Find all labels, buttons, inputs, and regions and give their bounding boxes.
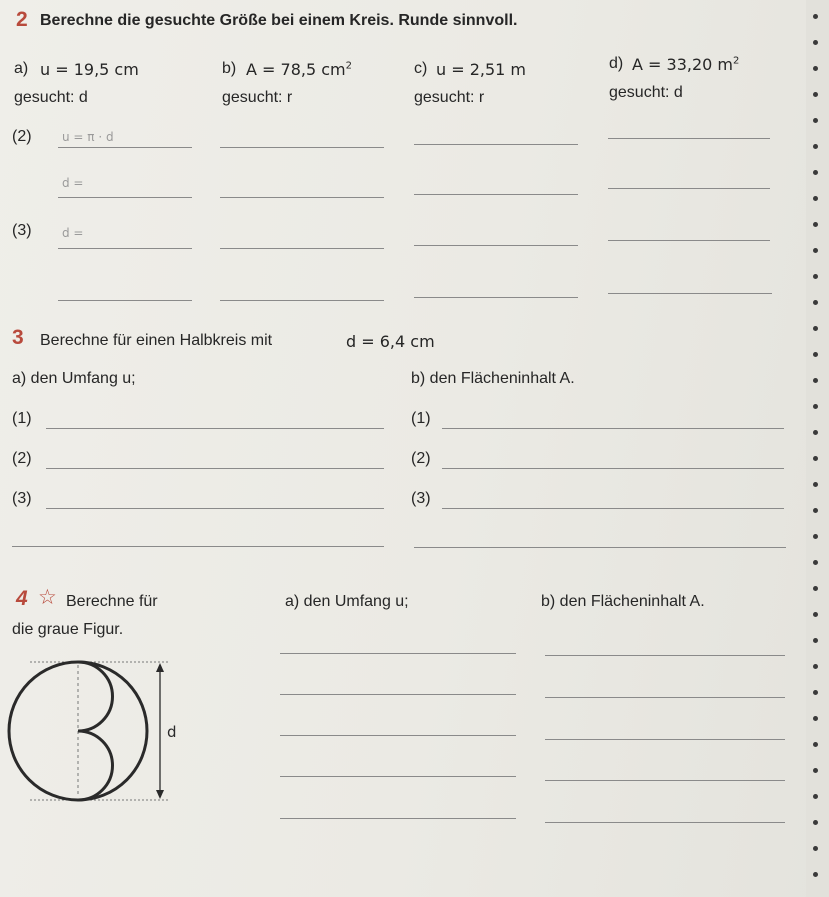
binding-hole [813,40,818,45]
answer-line[interactable] [545,780,785,781]
answer-line[interactable] [46,508,384,509]
binding-hole [813,118,818,123]
answer-line[interactable] [58,147,192,148]
binding-hole [813,716,818,721]
binding-hole [813,560,818,565]
task3-a-step2: (2) [12,450,32,467]
binding-hole [813,326,818,331]
answer-line[interactable] [280,735,516,736]
answer-line[interactable] [608,138,770,139]
task2-b-label: b) [222,60,237,77]
answer-line[interactable] [46,428,384,429]
handwritten-formula: u = π · d [62,130,114,144]
task3-b-step1: (1) [411,410,431,427]
task3-a-step3: (3) [12,490,32,507]
binding-hole [813,92,818,97]
binding-hole [813,14,818,19]
task4-title-2: die graue Figur. [12,621,124,638]
task4-part-b: b) den Flächeninhalt A. [541,593,705,610]
answer-line[interactable] [545,739,785,740]
task3-number: 3 [12,326,24,349]
binding-hole [813,430,818,435]
answer-line[interactable] [545,655,785,656]
binding-hole [813,170,818,175]
task3-a-step1: (1) [12,410,32,427]
binding-hole [813,456,818,461]
binding-hole [813,274,818,279]
binding-hole [813,846,818,851]
task3-given: d = 6,4 cm [346,332,435,351]
answer-line[interactable] [414,194,578,195]
answer-line[interactable] [280,653,516,654]
answer-line[interactable] [608,188,770,189]
task4-part-a: a) den Umfang u; [285,593,409,610]
task2-c-label: c) [414,60,428,77]
task3-part-b: b) den Flächeninhalt A. [411,370,575,387]
binding-hole [813,508,818,513]
answer-line[interactable] [414,144,578,145]
answer-line[interactable] [220,197,384,198]
answer-line[interactable] [46,468,384,469]
binding-hole [813,222,818,227]
binding-hole [813,196,818,201]
dimension-label-d: d [167,723,177,741]
task3-title: Berechne für einen Halbkreis mit [40,332,273,349]
task2-a-label: a) [14,60,29,77]
answer-line[interactable] [58,197,192,198]
binding-hole [813,690,818,695]
answer-line[interactable] [608,293,772,294]
task4-number: 4 [16,587,28,610]
binding-hole [813,768,818,773]
answer-line[interactable] [442,468,784,469]
task2-a-given: u = 19,5 cm [40,60,139,79]
answer-line[interactable] [545,697,785,698]
task2-b-given: A = 78,5 $cm^2$ [246,60,352,79]
handwritten-d-1: d = [62,176,84,190]
binding-hole [813,300,818,305]
star-icon: ☆ [38,586,57,609]
task2-number: 2 [16,8,28,31]
answer-line[interactable] [220,248,384,249]
binding-hole [813,404,818,409]
task2-title: Berechne die gesuchte Größe bei einem Kreis. Runde sinnvoll. [40,12,518,29]
binding-hole [813,352,818,357]
answer-line[interactable] [220,300,384,301]
binding-hole [813,586,818,591]
binding-hole [813,66,818,71]
answer-line[interactable] [280,694,516,695]
task2-c-sought: gesucht: r [414,89,485,106]
answer-line[interactable] [220,147,384,148]
task4-title: Berechne für [66,593,158,610]
task2-d-sought: gesucht: d [609,84,683,101]
answer-line[interactable] [280,776,516,777]
task3-b-step2: (2) [411,450,431,467]
answer-line[interactable] [58,300,192,301]
binding-hole [813,534,818,539]
handwritten-d-2: d = [62,226,84,240]
binding-hole [813,820,818,825]
task2-d-label: d) [609,55,624,72]
binding-hole [813,638,818,643]
answer-line[interactable] [442,428,784,429]
answer-line[interactable] [58,248,192,249]
task2-step2-label: (2) [12,128,32,145]
task2-c-given: u = 2,51 m [436,60,527,79]
grey-figure [0,655,200,815]
binding-hole [813,378,818,383]
binding-hole [813,742,818,747]
answer-line[interactable] [280,818,516,819]
task2-a-sought: gesucht: d [14,89,88,106]
answer-line[interactable] [414,547,786,548]
answer-line[interactable] [442,508,784,509]
binding-hole [813,664,818,669]
answer-line[interactable] [12,546,384,547]
task2-b-sought: gesucht: r [222,89,293,106]
binding-hole [813,872,818,877]
answer-line[interactable] [608,240,770,241]
binding-hole [813,612,818,617]
answer-line[interactable] [545,822,785,823]
task3-part-a: a) den Umfang u; [12,370,136,387]
binding-hole [813,144,818,149]
answer-line[interactable] [414,297,578,298]
binding-hole [813,248,818,253]
binding-hole [813,482,818,487]
task3-b-step3: (3) [411,490,431,507]
binding-hole [813,794,818,799]
task2-step3-label: (3) [12,222,32,239]
binding-strip [806,0,829,897]
answer-line[interactable] [414,245,578,246]
task2-d-given: A = 33,20 $m^2$ [632,55,740,74]
